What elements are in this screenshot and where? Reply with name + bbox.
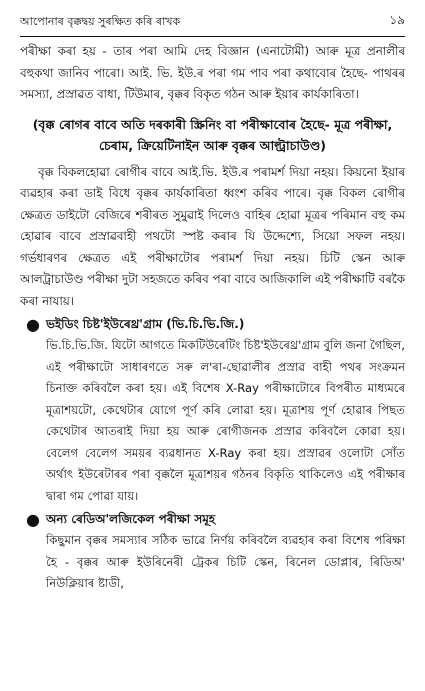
bullet-item <box>20 314 405 507</box>
bullet-title: ভইডিং চিষ্ট'ইউৰেথ্ৰ'গ্ৰাম (ভি.চি.ভি.জি.) <box>46 317 245 331</box>
bullet-item <box>20 509 405 595</box>
bullet-title: অন্য ৰেডিঅ'লজিকেল পৰীক্ষা সমূহ <box>46 512 216 526</box>
bullet-dot-icon: ● <box>26 315 40 334</box>
bullet-dot-icon: ● <box>26 510 40 529</box>
main-paragraph: বৃক্ক বিকলহোৱা ৰোগীৰ বাবে আই.ভি. ইউ.ৰ পৰামৰ্শ দিয়া নহয়। কিয়নো ইয়াৰ ব্যৱহাৰ কৰা ডাই বিধে বৃক্কৰ কাৰ্যকাৰিতা ধ্বংশ কৰিব পাৰে। বৃক্ক বিকল ৰোগীৰ ক্ষেত্ৰত ডাইটো বেজিৰে শৰীৰত সুমুৱাই দিলেও বাহিৰ হোৱা মূত্ৰৰ পৰিমান বহু কম হোৱাৰ বাবে প্ৰস্ৰাৱবাহী পথটো স্পষ্ট কৰাৰ যি উদ্দেশ্যে, সিয়ো সফল নহয়। গৰ্ভধাৰণৰ ক্ষেত্ৰত এই পৰীক্ষাটোৰ পৰামৰ্শ দিয়া নহয়। চিটি স্কেন আৰু আলট্ৰাচাউণ্ড পৰীক্ষা দুটা সহজতে কৰিব পৰা বাবে আজিকালি এই পৰীক্ষাটি বৰকৈ কৰা নাযায়। <box>20 164 405 308</box>
bullet-body: কিছুমান বৃক্কৰ সমস্যাৰ সঠিক ভাৱে নিৰ্ণয় কৰিবলৈ ব্যৱহাৰ কৰা বিশেষ পৰিক্ষা হৈ - বৃক্কৰ আৰু ইউৰিনেৰী ট্ৰেকৰ চিটি স্কেন, ৰিনেল ডোপ্লাৰ, ৰিডিঅ' নিউক্লিয়াৰ ষ্টাডী, <box>46 533 405 590</box>
bullet-body: ভি.চি.ভি.জি. যিটো আগতে মিকটিউৰেটিং চিষ্ট'ইউৰেথ্ৰ'গ্ৰাম বুলি জনা গৈছিল, এই পৰীক্ষাটো সাধাৰণতে সৰু ল'ৰা-ছোৱালীৰ প্ৰস্ৰাৱ বাহী পথৰ সংক্ৰমন চিনাক্ত কৰিবলৈ কৰা হয়। এই বিশেষ X-Ray পৰীক্ষাটোৰে বিপৰীত মাধ্যমৰে মূত্ৰাশয়টো, কেথেটাৰ যোগে পূৰ্ণ কৰি লোৱা হয়। মূত্ৰাশয় পূৰ্ণ হোৱাৰ পিছত কেথেটাৰ আতৰাই দিয়া হয় আৰু ৰোগীজনক প্ৰস্ৰাৱ কৰিবলৈ কোৱা হয়। বেলেগ বেলেগ সময়ৰ ব্যৱধানত X-Ray কৰা হয়। প্ৰস্ৰাৱৰ ওলোটা সোঁত অৰ্থাৎ ইউৰেটাৰৰ পৰা বৃক্কলৈ মূত্ৰাশয়ৰ গঠনৰ বিকৃতি থাকিলেও এই পৰীক্ষাৰ দ্বাৰা গম পোৱা যায়। <box>46 338 405 503</box>
running-header <box>20 12 405 37</box>
section-heading: (বৃক্ক ৰোগৰ বাবে অতি দৰকাৰী স্ক্ৰিনিং বা পৰীক্ষাবোৰ হৈছে- মূত্ৰ পৰীক্ষা, চেৰাম, ক্ৰিয়েটিনাইন আৰু বৃক্কৰ আল্ট্ৰাচাউণ্ড) <box>32 116 393 153</box>
running-title: আপোনাৰ বৃক্কদ্বয় সুৰক্ষিত কৰি ৰাখক <box>20 15 181 28</box>
page-number: ১৯ <box>389 13 405 27</box>
intro-paragraph: পৰীক্ষা কৰা হয় - তাৰ পৰা আমি দেহ বিজ্ঞান (এনাটোমী) আৰু মূত্ৰ প্ৰনালীৰ বহুকথা জানিব পাৰো। আই. ভি. ইউ.ৰ পৰা গম পাব পৰা কথাবোৰ হৈছে- পাথৰৰ সমস্যা, প্ৰস্ৰাৱত বাধা, টিউমাৰ, বৃক্কৰ বিকৃত গঠন আৰু ইয়াৰ কাৰ্যকাৰিতা। <box>20 44 405 101</box>
